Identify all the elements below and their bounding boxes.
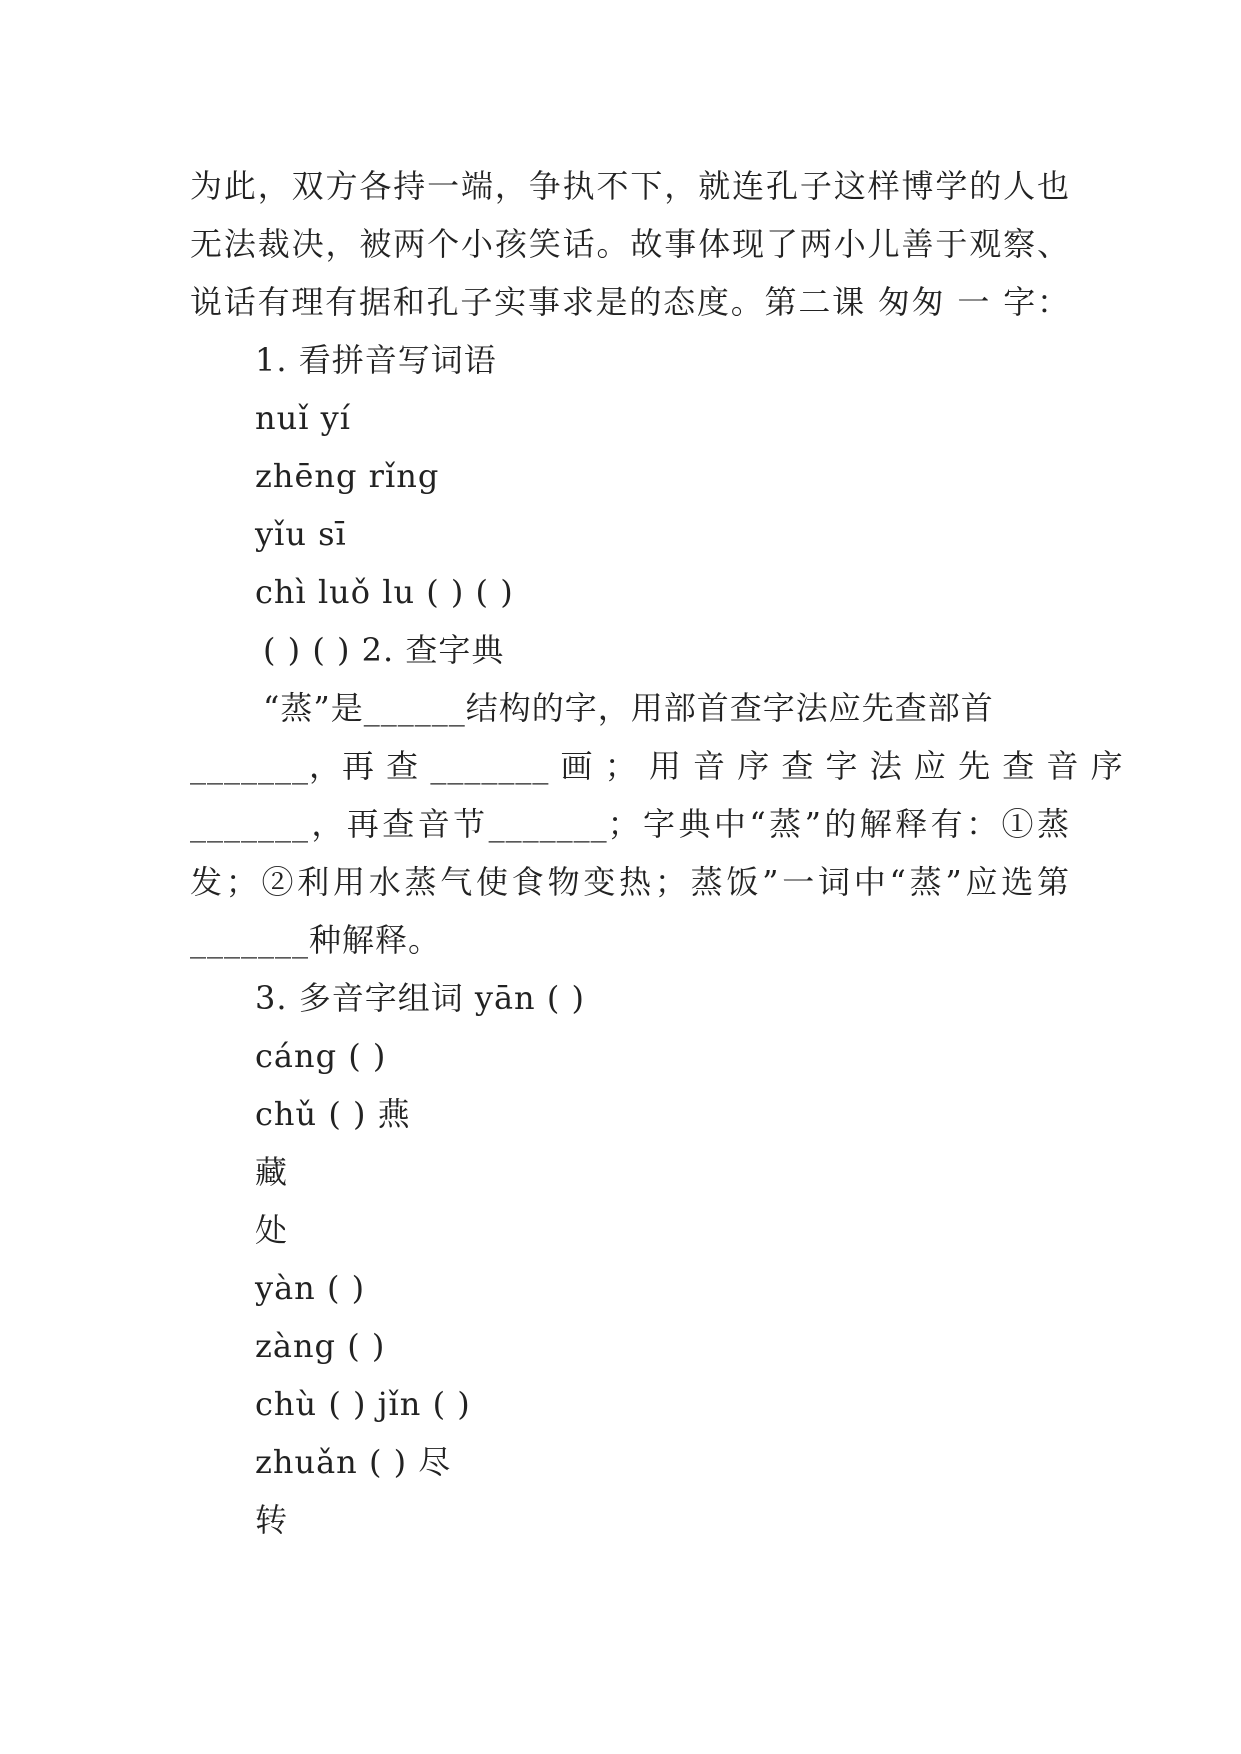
paragraph-line-2: 无法裁决，被两个小孩笑话。故事体现了两小儿善于观察、 (190, 225, 1070, 263)
polyphone-item: cáng ( ) (255, 1037, 387, 1075)
section-heading-pinyin: 1. 看拼音写词语 (255, 341, 497, 379)
pinyin-item: yǐu sī (255, 515, 347, 553)
pinyin-item: zhēng rǐng (255, 457, 440, 495)
polyphone-item: chǔ ( ) 燕 (255, 1095, 411, 1133)
section-heading-polyphone: 3. 多音字组词 yān ( ) (255, 979, 585, 1017)
polyphone-item: yàn ( ) (255, 1269, 366, 1307)
dictionary-question-line: _______，再 查 _______ 画 ； 用 音 序 查 字 法 应 先 查 音 序 (190, 747, 1124, 785)
polyphone-item: zàng ( ) (255, 1327, 386, 1365)
section-heading-dictionary: ( ) ( ) 2. 查字典 (263, 631, 505, 669)
dictionary-question-line: 发；②利用水蒸气使食物变热；蒸饭”一词中“蒸”应选第 (190, 863, 1070, 901)
pinyin-item: chì luǒ lu ( ) ( ) (255, 573, 514, 611)
dictionary-question-line: “蒸”是______结构的字，用部首查字法应先查部首 (263, 689, 994, 727)
polyphone-item: 藏 (255, 1153, 289, 1191)
polyphone-item: 转 (255, 1501, 289, 1539)
dictionary-question-line: _______种解释。 (190, 921, 442, 959)
paragraph-line-3: 说话有理有据和孔子实事求是的态度。第二课 匆匆 一 字： (190, 283, 1070, 321)
polyphone-item: 处 (255, 1211, 289, 1249)
pinyin-item: nuǐ yí (255, 399, 351, 437)
paragraph-line-1: 为此，双方各持一端，争执不下，就连孔子这样博学的人也 (190, 167, 1070, 205)
polyphone-item: chù ( ) jǐn ( ) (255, 1385, 471, 1423)
polyphone-item: zhuǎn ( ) 尽 (255, 1443, 452, 1481)
dictionary-question-line: _______，再查音节_______；字典中“蒸”的解释有：①蒸 (190, 805, 1070, 843)
